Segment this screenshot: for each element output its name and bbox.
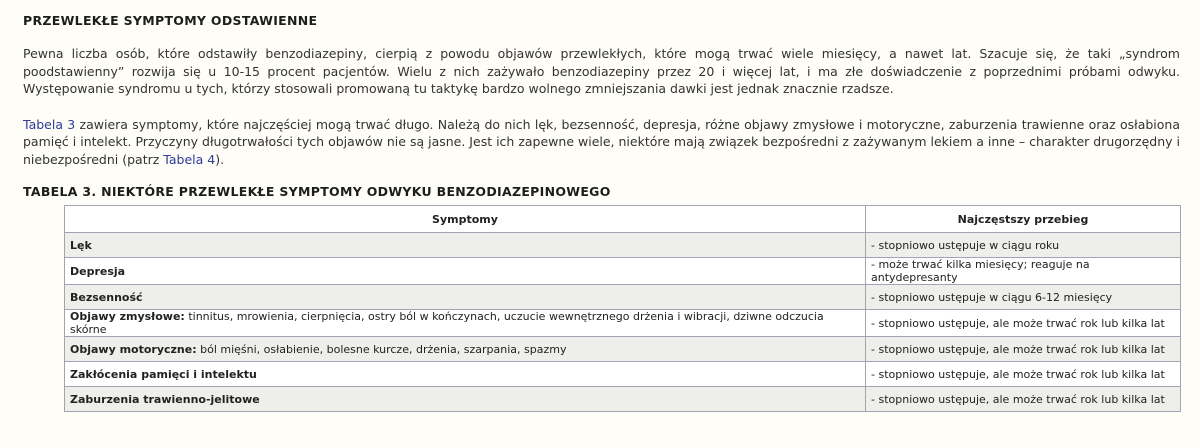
symptom-cell: [65, 285, 866, 310]
paragraph-text-2: ).: [215, 151, 225, 167]
symptom-name: Objawy motoryczne:: [70, 342, 197, 356]
course-cell: - stopniowo ustępuje, ale może trwać rok lub kilka lat: [866, 387, 1181, 412]
symptom-name: Lęk: [70, 238, 92, 252]
symptom-cell: [65, 310, 866, 337]
symptom-cell: [65, 258, 866, 285]
course-cell: - stopniowo ustępuje, ale może trwać rok lub kilka lat: [866, 337, 1181, 362]
symptom-name: Zaburzenia trawienno-jelitowe: [70, 392, 260, 406]
symptom-cell: [65, 233, 866, 258]
link-tabela-4[interactable]: Tabela 4: [163, 151, 216, 167]
table-row: [65, 285, 1181, 310]
symptom-name: Bezsenność: [70, 290, 143, 304]
symptom-name: Depresja: [70, 264, 126, 278]
link-tabela-3[interactable]: Tabela 3: [23, 116, 76, 132]
paragraph-intro: Pewna liczba osób, które odstawiły benzodiazepiny, cierpią z powodu objawów przewlekłych, które mogą trwać wiele miesięcy, a nawet lat. Szacuje się, że taki „syndrom poodstawienny” rozwija się u 10-15 procent pacjentów. Wielu z nich zażywało benzodiazepiny przez 20 i więcej lat, i ma złe doświadczenie z poprzednimi próbami odwyku. Występowanie syndromu u tych, którzy stosowali promowaną tu taktykę bardzo wolnego zmniejszania dawki jest jednak znacznie rzadsze.: [23, 46, 1180, 96]
column-header-symptoms: Symptomy: [65, 206, 866, 233]
section-heading: PRZEWLEKŁE SYMPTOMY ODSTAWIENNE: [23, 13, 318, 28]
symptom-cell: [65, 337, 866, 362]
symptom-name: Objawy zmysłowe:: [70, 310, 185, 323]
table-row: [65, 233, 1181, 258]
symptoms-table: [64, 205, 1181, 412]
course-cell: - stopniowo ustępuje w ciągu 6-12 miesięcy: [866, 285, 1181, 310]
column-header-course: Najczęstszy przebieg: [866, 206, 1181, 233]
symptom-detail: ból mięśni, osłabienie, bolesne kurcze, drżenia, szarpania, spazmy: [196, 342, 567, 356]
table-heading: TABELA 3. NIEKTÓRE PRZEWLEKŁE SYMPTOMY ODWYKU BENZODIAZEPINOWEGO: [23, 184, 611, 199]
table-row: [65, 387, 1181, 412]
symptom-detail: tinnitus, mrowienia, cierpnięcia, ostry ból w kończynach, uczucie wewnętrznego drżenia i wibracji, dziwne odczucia skórne: [70, 310, 824, 336]
table-header-row: [65, 206, 1181, 233]
course-cell: - stopniowo ustępuje w ciągu roku: [866, 233, 1181, 258]
symptom-cell: [65, 362, 866, 387]
table-row: [65, 362, 1181, 387]
course-cell: - może trwać kilka miesięcy; reaguje na antydepresanty: [866, 258, 1181, 285]
course-cell: - stopniowo ustępuje, ale może trwać rok lub kilka lat: [866, 362, 1181, 387]
table-row: [65, 337, 1181, 362]
paragraph-table-ref: [23, 116, 1180, 169]
symptom-cell: [65, 387, 866, 412]
course-cell: - stopniowo ustępuje, ale może trwać rok lub kilka lat: [866, 310, 1181, 337]
paragraph-text-1: zawiera symptomy, które najczęściej mogą trwać długo. Należą do nich lęk, bezsenność, depresja, różne objawy zmysłowe i motoryczne, zaburzenia trawienne oraz osłabiona pamięć i intelekt. Przyczyny długotrwałości tych objawów nie są jasne. Jest ich zapewne wiele, niektóre mają związek bezpośredni z zażywanym lekiem a inne – charakter drugorzędny i niebezpośredni (patrz: [23, 116, 1180, 167]
article: [0, 0, 1200, 199]
table-row: [65, 310, 1181, 337]
symptom-name: Zakłócenia pamięci i intelektu: [70, 367, 257, 381]
table-row: [65, 258, 1181, 285]
